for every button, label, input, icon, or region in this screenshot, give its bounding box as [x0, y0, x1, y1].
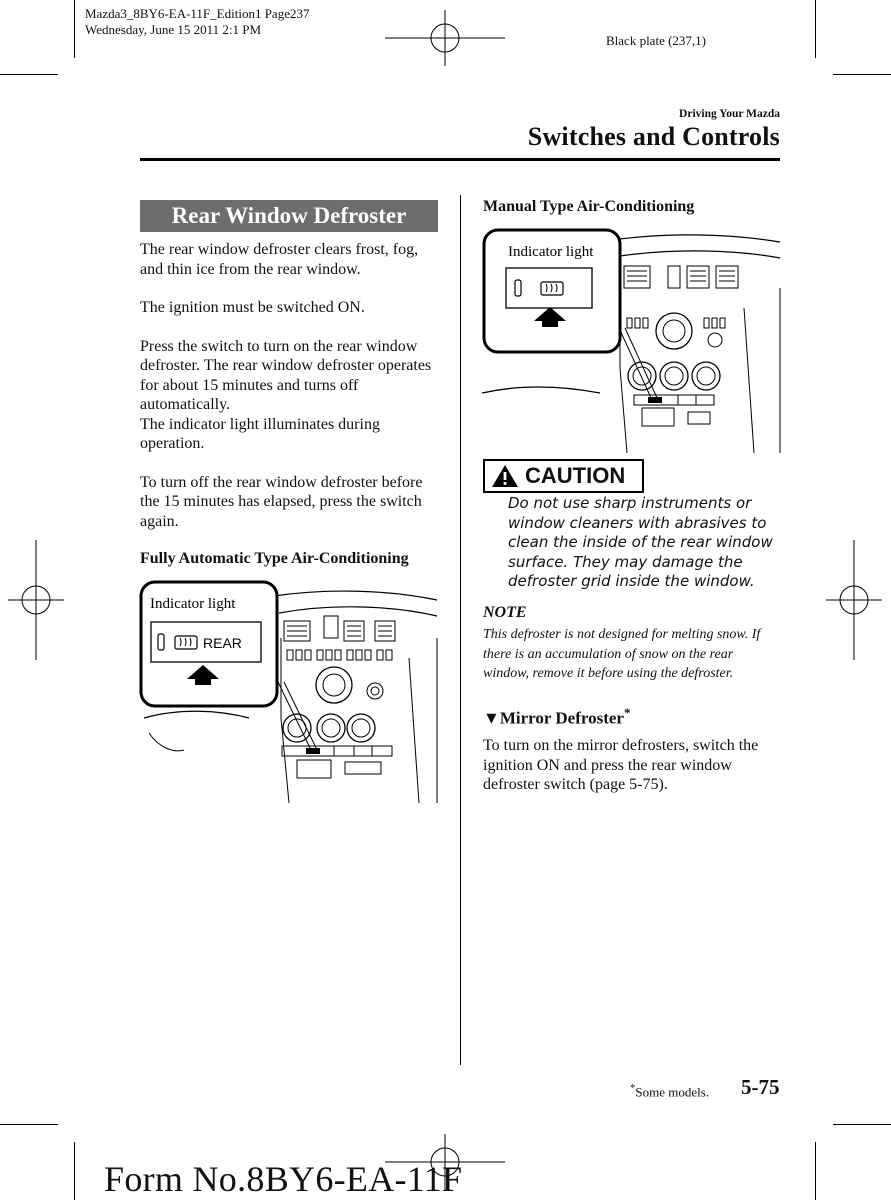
manual-dashboard-figure: [482, 228, 782, 453]
print-job-line1: Mazda3_8BY6-EA-11F_Edition1 Page237: [85, 6, 310, 21]
print-job-line2: Wednesday, June 15 2011 2:1 PM: [85, 22, 262, 37]
section-banner: Rear Window Defroster: [140, 198, 438, 232]
fully-auto-indicator-label: Indicator light: [150, 596, 236, 612]
registration-mark-top: [385, 10, 505, 66]
rear-label: REAR: [203, 635, 242, 651]
mirror-asterisk: *: [623, 705, 631, 720]
paragraph-turn-off: To turn off the rear window defroster before the 15 minutes has elapsed, press the switch again.: [140, 473, 423, 530]
warning-triangle-icon: [491, 464, 519, 488]
footnote: [630, 1082, 709, 1100]
registration-mark-left: [8, 540, 64, 660]
manual-type-heading: Manual Type Air-Conditioning: [483, 198, 695, 215]
note-text: This defroster is not designed for melting snow. If there is an accumulation of snow on the rear window, remove it before using the defroster.: [483, 627, 761, 681]
paragraph-ignition: The ignition must be switched ON.: [140, 299, 365, 316]
caution-label: CAUTION: [525, 463, 626, 488]
paragraph-intro: The rear window defroster clears frost, fog, and thin ice from the rear window.: [140, 241, 419, 278]
paragraph-operation: Press the switch to turn on the rear window defroster. The rear window defroster operates for about 15 minutes and turns off automatically.: [140, 337, 432, 413]
form-number: Form No.8BY6-EA-11F: [104, 1159, 463, 1199]
column-divider: [460, 195, 461, 1065]
page-title: Switches and Controls: [527, 122, 780, 151]
section-header: Driving Your Mazda: [679, 108, 780, 120]
mirror-defroster-heading: [483, 703, 630, 729]
manual-indicator-label: Indicator light: [508, 244, 594, 260]
paragraph-indicator: The indicator light illuminates during operation.: [140, 415, 380, 452]
footnote-text: Some models.: [635, 1084, 710, 1100]
registration-mark-right: [826, 540, 882, 660]
caution-text: Do not use sharp instruments or window cleaners with abrasives to clean the inside of the rear window surface. They may damage the defroster grid inside the window.: [508, 494, 773, 590]
mirror-defroster-text: To turn on the mirror defrosters, switch the ignition ON and press the rear window defroster switch (page 5-75).: [483, 737, 759, 793]
triangle-marker-icon: ▼: [483, 708, 500, 728]
caution-badge: [483, 459, 644, 493]
left-body: [140, 240, 440, 531]
fully-automatic-dashboard-figure: [139, 578, 439, 803]
mirror-defroster-title: Mirror Defroster: [499, 708, 624, 728]
footnote-asterisk: *: [630, 1082, 636, 1094]
page-number: 5-75: [741, 1075, 780, 1099]
print-job-info: [85, 6, 309, 38]
note-heading: NOTE: [483, 604, 527, 621]
plate-info: Black plate (237,1): [606, 33, 706, 48]
fully-auto-heading: Fully Automatic Type Air-Conditioning: [140, 550, 409, 567]
header-rule: [140, 158, 780, 161]
